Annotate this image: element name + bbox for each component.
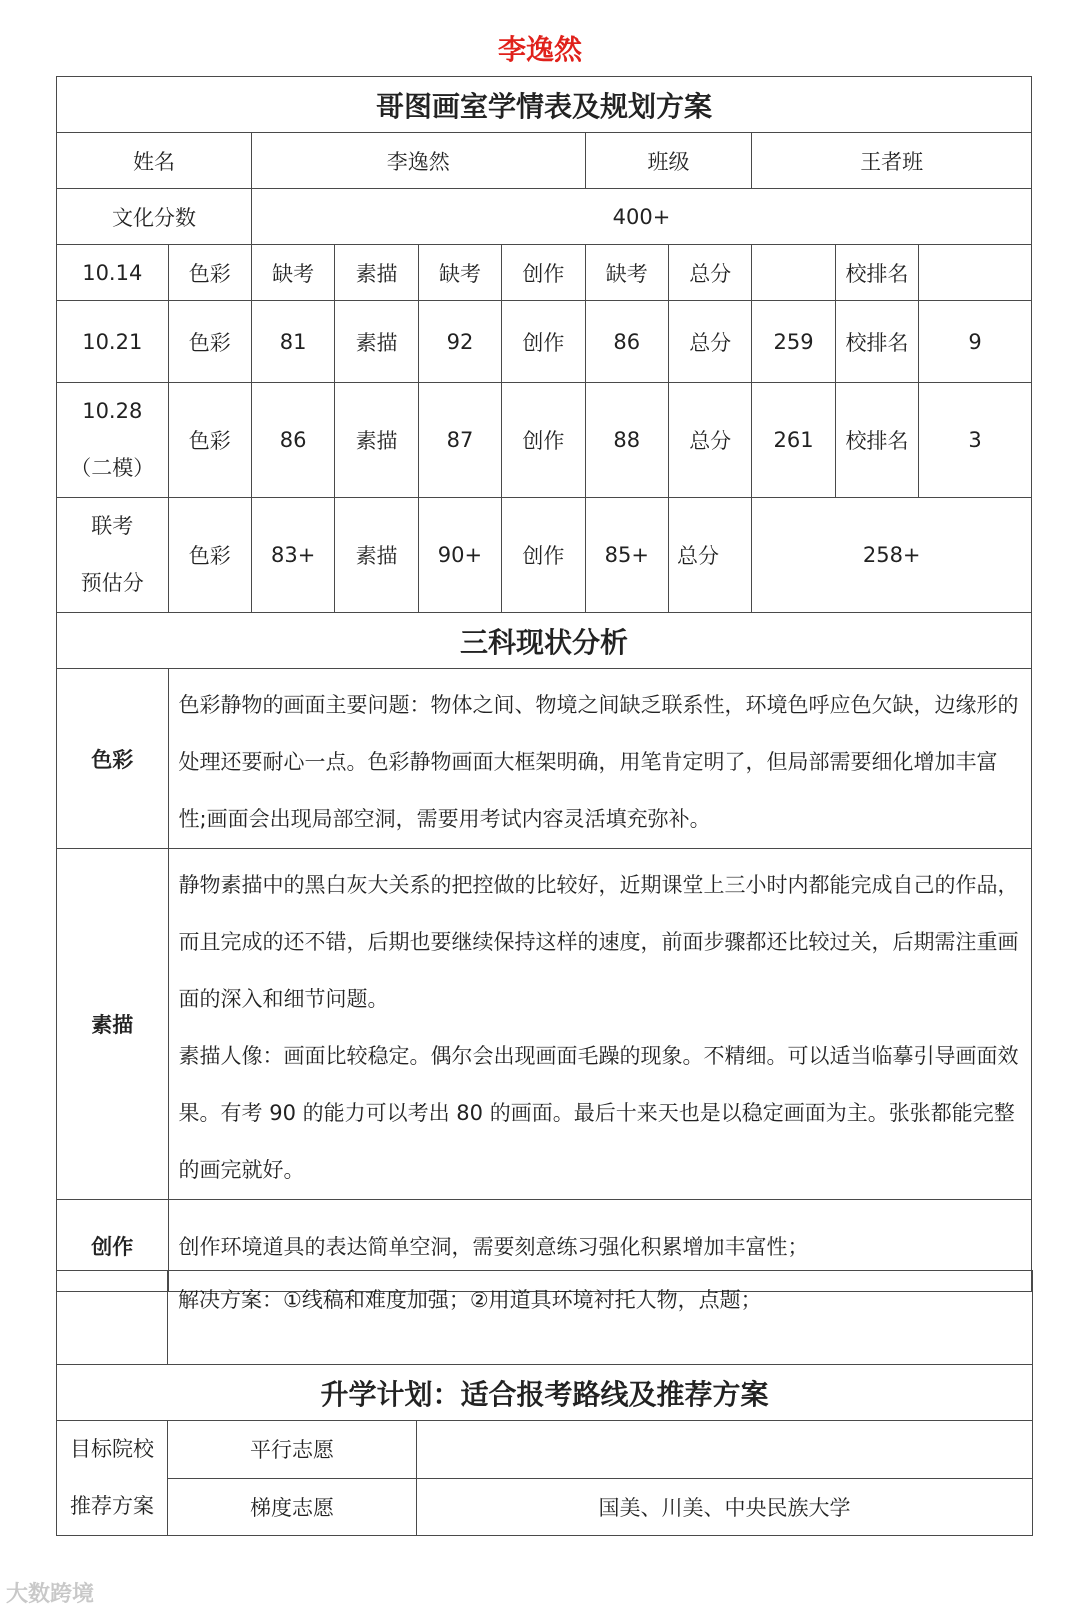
culture-label: 文化分数 bbox=[57, 189, 252, 245]
name-label: 姓名 bbox=[57, 133, 252, 189]
color-analysis-label: 色彩 bbox=[57, 669, 169, 849]
solution-empty-cell bbox=[57, 1271, 168, 1365]
plan-title: 升学计划：适合报考路线及推荐方案 bbox=[57, 1365, 1033, 1421]
score-row bbox=[57, 383, 1032, 498]
estimate-sketch: 90+ bbox=[418, 498, 501, 613]
date-line1: 10.28 bbox=[82, 399, 143, 423]
subject-create: 创作 bbox=[502, 383, 585, 498]
rank-label: 校排名 bbox=[835, 245, 918, 301]
sketch-analysis-text-still-life: 静物素描中的黑白灰大关系的把控做的比较好，近期课堂上三小时内都能完成自己的作品，而且完成的还不错，后期也要继续保持这样的速度，前面步骤都还比较过关，后期需注重画面的深入和细节问题。 bbox=[178, 873, 1019, 1011]
total-label: 总分 bbox=[668, 301, 751, 383]
score-total: 261 bbox=[752, 383, 835, 498]
subject-sketch: 素描 bbox=[335, 498, 418, 613]
total-label: 总分 bbox=[668, 498, 751, 613]
estimate-total: 258+ bbox=[752, 498, 1032, 613]
score-date bbox=[57, 383, 169, 498]
subject-color: 色彩 bbox=[168, 498, 251, 613]
estimate-label bbox=[57, 498, 169, 613]
gradient-label: 梯度志愿 bbox=[168, 1478, 417, 1536]
subject-color: 色彩 bbox=[168, 383, 251, 498]
create-analysis-text: 创作环境道具的表达简单空洞，需要刻意练习强化积累增加丰富性； bbox=[168, 1200, 1031, 1292]
subject-sketch: 素描 bbox=[335, 301, 418, 383]
subject-color: 色彩 bbox=[168, 301, 251, 383]
sketch-analysis-text-portrait: 素描人像：画面比较稳定。偶尔会出现画面毛躁的现象。不精细。可以适当临摹引导画面效果。有考 90 的能力可以考出 80 的画面。最后十来天也是以稳定画面为主。张张都能完整的画完就好。 bbox=[178, 1044, 1019, 1182]
plan-table bbox=[56, 1270, 1033, 1536]
sketch-analysis-cell bbox=[168, 849, 1031, 1200]
plan-label bbox=[57, 1421, 168, 1536]
estimate-label-line1: 联考 bbox=[91, 514, 134, 538]
score-color: 81 bbox=[251, 301, 334, 383]
estimate-label-line2: 预估分 bbox=[80, 571, 144, 595]
score-sketch: 87 bbox=[418, 383, 501, 498]
subject-create: 创作 bbox=[502, 498, 585, 613]
solution-text: 解决方案：①线稿和难度加强；②用道具环境衬托人物，点题； bbox=[168, 1271, 1033, 1365]
score-sketch: 92 bbox=[418, 301, 501, 383]
main-table bbox=[56, 76, 1032, 1292]
score-row bbox=[57, 301, 1032, 383]
subject-create: 创作 bbox=[502, 301, 585, 383]
score-color: 缺考 bbox=[251, 245, 334, 301]
subject-color: 色彩 bbox=[168, 245, 251, 301]
plan-label-line1: 目标院校 bbox=[70, 1437, 154, 1461]
sketch-analysis-label: 素描 bbox=[57, 849, 169, 1200]
score-rank: 9 bbox=[919, 301, 1032, 383]
score-create: 86 bbox=[585, 301, 668, 383]
total-label: 总分 bbox=[668, 383, 751, 498]
score-color: 86 bbox=[251, 383, 334, 498]
class-label: 班级 bbox=[585, 133, 752, 189]
rank-label: 校排名 bbox=[835, 301, 918, 383]
sheet-title: 哥图画室学情表及规划方案 bbox=[57, 77, 1032, 133]
score-rank: 3 bbox=[919, 383, 1032, 498]
class-value: 王者班 bbox=[752, 133, 1032, 189]
watermark: 大数跨境 bbox=[6, 1582, 95, 1607]
score-total bbox=[752, 245, 835, 301]
plan-label-line2: 推荐方案 bbox=[70, 1494, 154, 1518]
analysis-title: 三科现状分析 bbox=[57, 613, 1032, 669]
subject-sketch: 素描 bbox=[335, 383, 418, 498]
create-analysis-label: 创作 bbox=[57, 1200, 169, 1292]
culture-value: 400+ bbox=[251, 189, 1031, 245]
date-line2: （二模） bbox=[70, 456, 155, 480]
parallel-value bbox=[417, 1421, 1033, 1479]
score-rank bbox=[919, 245, 1032, 301]
student-name-heading: 李逸然 bbox=[497, 33, 582, 66]
score-create: 88 bbox=[585, 383, 668, 498]
estimate-create: 85+ bbox=[585, 498, 668, 613]
color-analysis-text: 色彩静物的画面主要问题：物体之间、物境之间缺乏联系性，环境色呼应色欠缺，边缘形的处理还要耐心一点。色彩静物画面大框架明确，用笔肯定明了，但局部需要细化增加丰富性;画面会出现局部空洞，需要用考试内容灵活填充弥补。 bbox=[168, 669, 1031, 849]
subject-sketch: 素描 bbox=[335, 245, 418, 301]
name-value: 李逸然 bbox=[251, 133, 585, 189]
score-create: 缺考 bbox=[585, 245, 668, 301]
score-total: 259 bbox=[752, 301, 835, 383]
total-label: 总分 bbox=[668, 245, 751, 301]
parallel-label: 平行志愿 bbox=[168, 1421, 417, 1479]
estimate-row bbox=[57, 498, 1032, 613]
gradient-value: 国美、川美、中央民族大学 bbox=[417, 1478, 1033, 1536]
estimate-color: 83+ bbox=[251, 498, 334, 613]
subject-create: 创作 bbox=[502, 245, 585, 301]
rank-label: 校排名 bbox=[835, 383, 918, 498]
score-date: 10.21 bbox=[57, 301, 169, 383]
score-sketch: 缺考 bbox=[418, 245, 501, 301]
score-date: 10.14 bbox=[57, 245, 169, 301]
score-row bbox=[57, 245, 1032, 301]
